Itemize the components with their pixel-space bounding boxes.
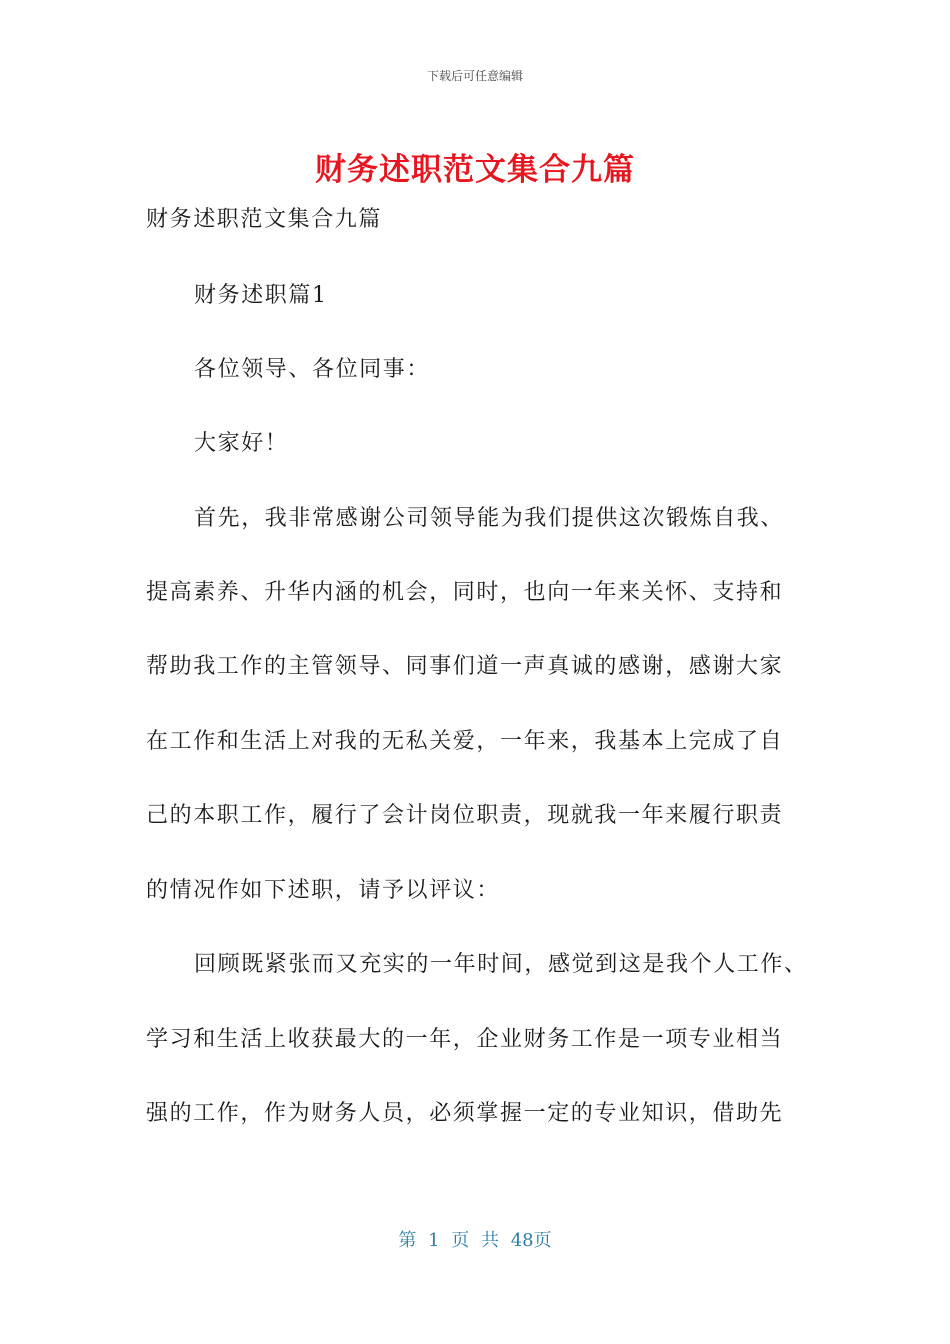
header-note: 下载后可任意编辑 [426, 69, 523, 83]
document-title: 财务述职范文集合九篇 [315, 152, 635, 188]
greeting: 大家好！ [194, 431, 289, 456]
paragraph-line: 的情况作如下述职，请予以评议： [146, 878, 501, 903]
paragraph-line: 在工作和生活上对我的无私关爱，一年来，我基本上完成了自 [146, 729, 784, 754]
page-footer: 第 1 页 共 48页 [398, 1230, 552, 1251]
paragraph-line: 强的工作，作为财务人员，必须掌握一定的专业知识，借助先 [146, 1101, 784, 1126]
paragraph-line: 己的本职工作，履行了会计岗位职责，现就我一年来履行职责 [146, 803, 784, 828]
paragraph-line: 学习和生活上收获最大的一年，企业财务工作是一项专业相当 [146, 1027, 784, 1052]
paragraph-line: 回顾既紧张而又充实的一年时间，感觉到这是我个人工作、 [194, 952, 808, 977]
section-heading: 财务述职篇1 [194, 283, 328, 308]
subtitle-line: 财务述职范文集合九篇 [146, 207, 383, 232]
paragraph-line: 首先，我非常感谢公司领导能为我们提供这次锻炼自我、 [194, 506, 785, 531]
salutation: 各位领导、各位同事： [194, 357, 431, 382]
paragraph-line: 提高素养、升华内涵的机会，同时，也向一年来关怀、支持和 [146, 580, 784, 605]
paragraph-line: 帮助我工作的主管领导、同事们道一声真诚的感谢，感谢大家 [146, 654, 784, 679]
